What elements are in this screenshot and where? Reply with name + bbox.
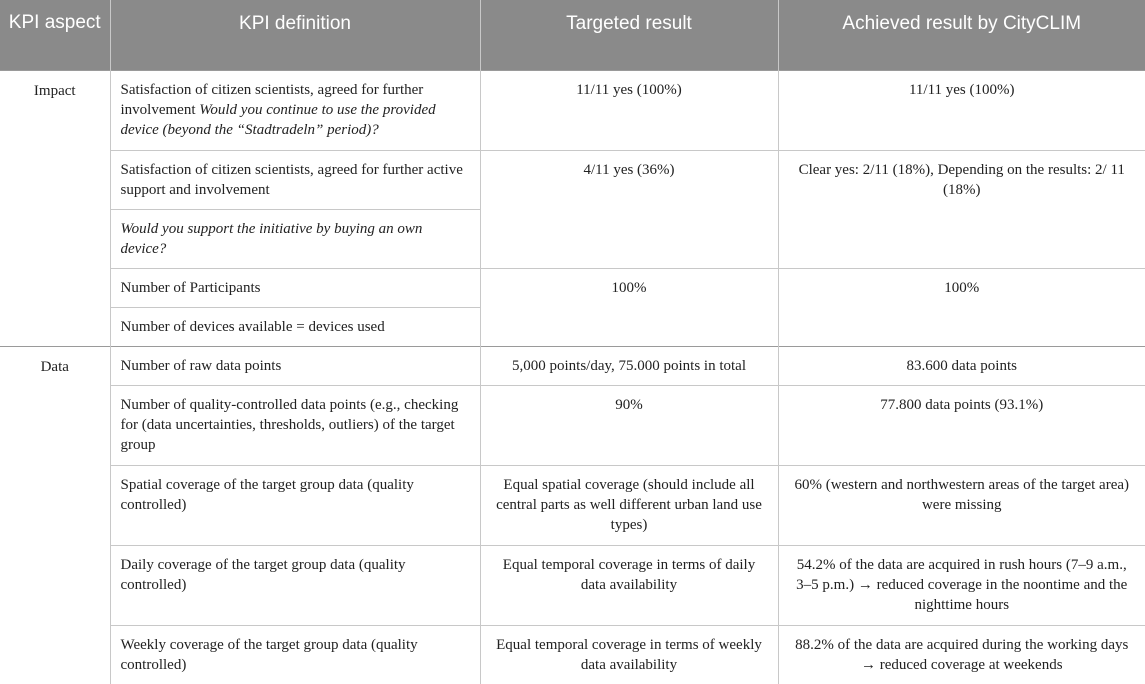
definition-question: Would you support the initiative by buying an own device? — [110, 209, 480, 268]
header-row — [0, 0, 1145, 70]
achieved-cell: 54.2% of the data are acquired in rush hours (7–9 a.m., 3–5 p.m.) → reduced coverage in the noontime and the nighttime hours — [778, 545, 1145, 625]
table-row — [0, 70, 1145, 150]
table-row — [0, 268, 1145, 307]
header-achieved-result: Achieved result by CityCLIM — [778, 0, 1145, 70]
definition-question: Would you continue to use the provided device (beyond the “Stadtradeln” period)? — [120, 101, 436, 138]
header-kpi-definition: KPI definition — [110, 0, 480, 70]
achieved-cell: 100% — [778, 268, 1145, 346]
definition-text: Satisfaction of citizen scientists, agreed for further involvement — [120, 81, 424, 118]
definition-cell: Spatial coverage of the target group data (quality controlled) — [110, 465, 480, 545]
achieved-cell: 83.600 data points — [778, 346, 1145, 385]
definition-cell: Daily coverage of the target group data (quality controlled) — [110, 545, 480, 625]
targeted-cell: 5,000 points/day, 75.000 points in total — [480, 346, 778, 385]
achieved-cell: 60% (western and northwestern areas of the target area) were missing — [778, 465, 1145, 545]
table-row — [0, 545, 1145, 625]
definition-cell: Number of quality-controlled data points (e.g., checking for (data uncertainties, thresholds, outliers) of the target group — [110, 385, 480, 465]
achieved-cell: 77.800 data points (93.1%) — [778, 385, 1145, 465]
table-row — [0, 625, 1145, 684]
table-row — [0, 465, 1145, 545]
targeted-cell: Equal spatial coverage (should include all central parts as well different urban land use types) — [480, 465, 778, 545]
table-row — [0, 346, 1145, 385]
aspect-impact: Impact — [0, 70, 110, 346]
definition-cell: Number of devices available = devices used — [110, 307, 480, 346]
table-row — [0, 385, 1145, 465]
definition-cell: Number of raw data points — [110, 346, 480, 385]
header-targeted-result: Targeted result — [480, 0, 778, 70]
targeted-cell: Equal temporal coverage in terms of weekly data availability — [480, 625, 778, 684]
header-kpi-aspect: KPI aspect — [0, 0, 110, 70]
definition-cell: Satisfaction of citizen scientists, agreed for further active support and involvement — [110, 150, 480, 209]
achieved-cell: 11/11 yes (100%) — [778, 70, 1145, 150]
achieved-cell: Clear yes: 2/11 (18%), Depending on the results: 2/ 11 (18%) — [778, 150, 1145, 268]
targeted-cell: 4/11 yes (36%) — [480, 150, 778, 268]
targeted-cell: Equal temporal coverage in terms of daily data availability — [480, 545, 778, 625]
definition-cell: Number of Participants — [110, 268, 480, 307]
targeted-cell: 11/11 yes (100%) — [480, 70, 778, 150]
targeted-cell: 100% — [480, 268, 778, 346]
table-row — [0, 150, 1145, 209]
achieved-cell: 88.2% of the data are acquired during the working days → reduced coverage at weekends — [778, 625, 1145, 684]
targeted-cell: 90% — [480, 385, 778, 465]
definition-cell — [110, 70, 480, 150]
aspect-data: Data — [0, 346, 110, 684]
definition-cell: Weekly coverage of the target group data (quality controlled) — [110, 625, 480, 684]
